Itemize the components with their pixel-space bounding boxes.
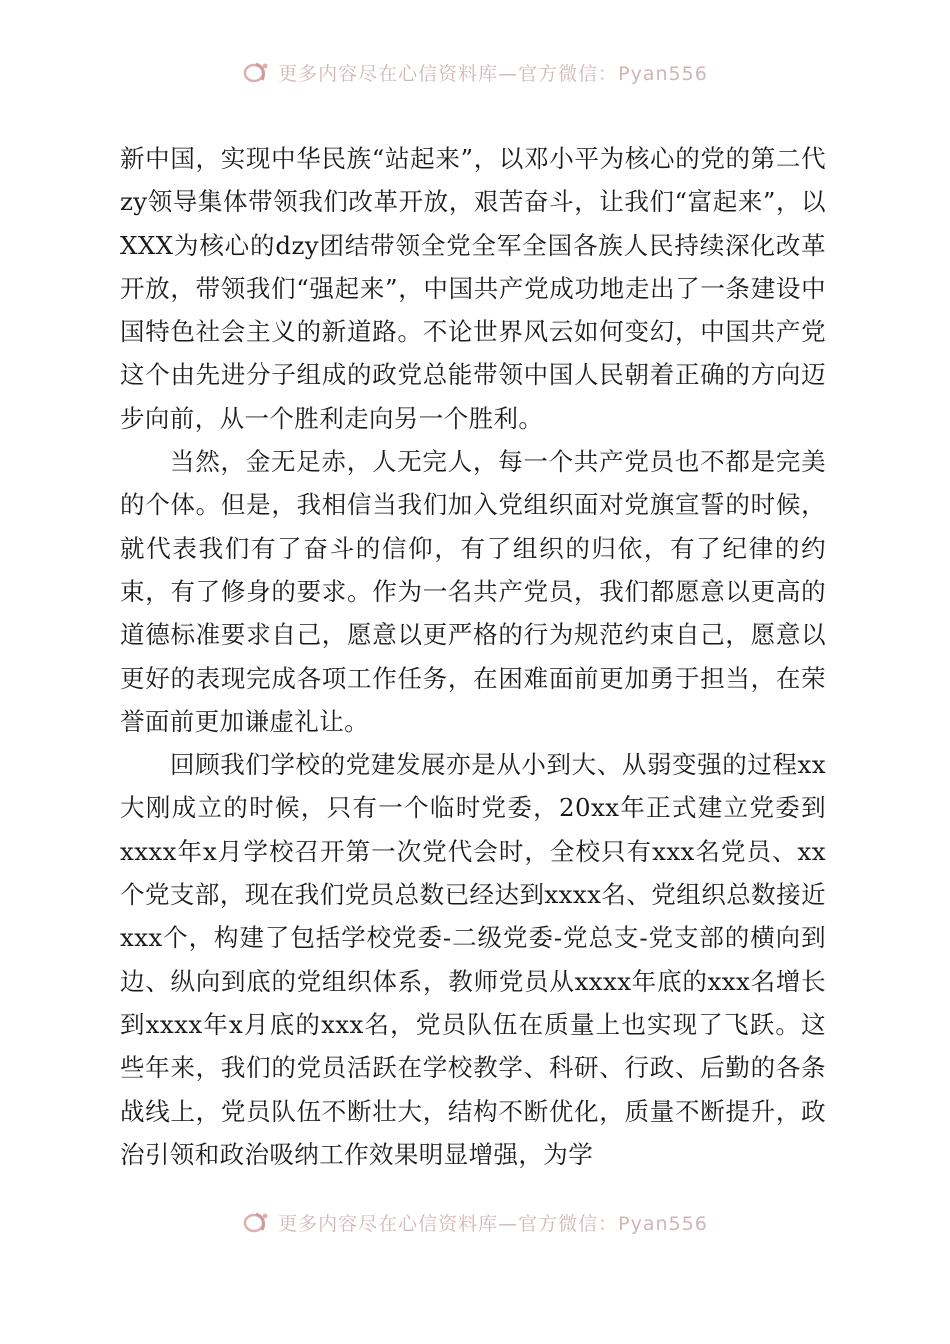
watermark-text: 更多内容尽在心信资料库—官方微信：Pyan556 xyxy=(278,1212,708,1235)
paragraph-3: 回顾我们学校的党建发展亦是从小到大、从弱变强的过程xx大刚成立的时候，只有一个临时党委，20xx年正式建立党委到xxxx年x月学校召开第一次党代会时，全校只有xxx名党员、xx个党支部，现在我们党员总数已经达到xxxx名、党组织总数接近xxx个，构建了包括学校党委-二级党委-党总支-党支部的横向到边、纵向到底的党组织体系，教师党员从xxxx年底的xxx名增长到xxxx年x月底的xxx名，党员队伍在质量上也实现了飞跃。这些年来，我们的党员活跃在学校教学、科研、行政、后勤的各条战线上，党员队伍不断壮大，结构不断优化，质量不断提升，政治引领和政治吸纳工作效果明显增强，为学 xyxy=(120,750,826,1169)
footer-watermark xyxy=(0,1207,950,1237)
paragraph-2: 当然，金无足赤，人无完人，每一个共产党员也不都是完美的个体。但是，我相信当我们加入党组织面对党旗宣誓的时候，就代表我们有了奋斗的信仰，有了组织的归依，有了纪律的约束，有了修身的要求。作为一名共产党员，我们都愿意以更高的道德标准要求自己，愿意以更严格的行为规范约束自己，愿意以更好的表现完成各项工作任务，在困难面前更加勇于担当，在荣誉面前更加谦虚礼让。 xyxy=(120,447,826,736)
document-body xyxy=(120,137,826,1176)
brand-logo-icon xyxy=(242,60,272,84)
brand-logo-icon xyxy=(242,1210,272,1234)
header-watermark xyxy=(0,57,950,87)
watermark-text: 更多内容尽在心信资料库—官方微信：Pyan556 xyxy=(278,62,708,85)
paragraph-1: 新中国，实现中华民族“站起来”，以邓小平为核心的党的第二代zy领导集体带领我们改革开放，艰苦奋斗，让我们“富起来”，以XXX为核心的dzy团结带领全党全军全国各族人民持续深化改革开放，带领我们“强起来”，中国共产党成功地走出了一条建设中国特色社会主义的新道路。不论世界风云如何变幻，中国共产党这个由先进分子组成的政党总能带领中国人民朝着正确的方向迈步向前，从一个胜利走向另一个胜利。 xyxy=(120,144,826,433)
